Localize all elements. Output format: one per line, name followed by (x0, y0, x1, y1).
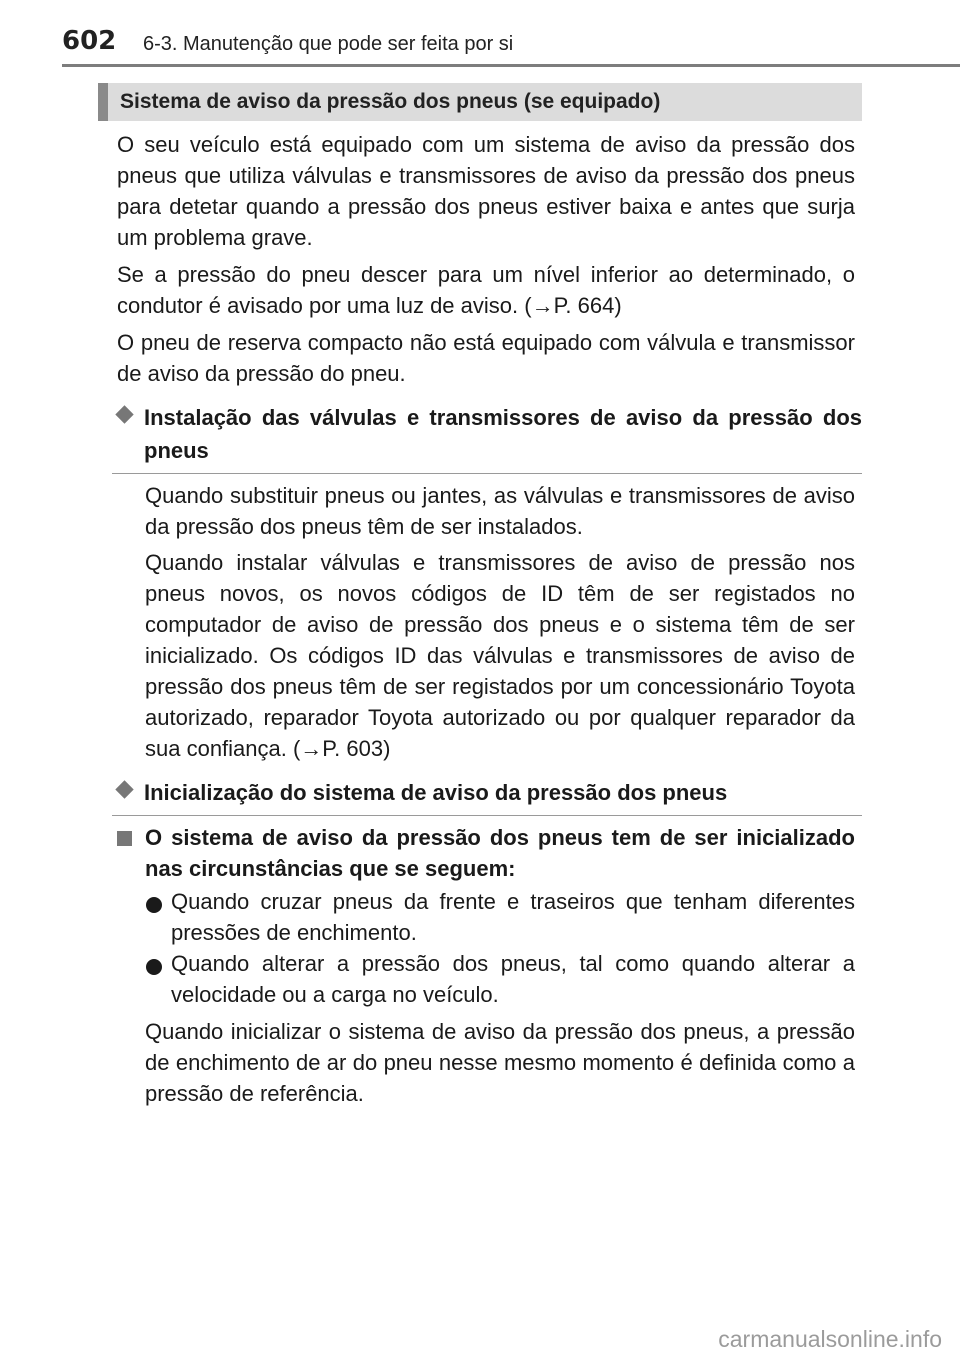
page-header (62, 24, 960, 67)
subsection-title: Inicialização do sistema de aviso da pressão dos pneus (144, 780, 728, 805)
diamond-icon (115, 405, 133, 423)
initialization-closing-paragraph: Quando inicializar o sistema de aviso da pressão dos pneus, a pressão de enchimento de ar do pneu nesse mesmo momento é definida como a pressão de referência. (145, 1019, 855, 1106)
bullet-item-1: Quando cruzar pneus da frente e traseiros que tenham diferentes pressões de enchimento. (171, 889, 855, 945)
square-bullet-icon (117, 831, 132, 846)
installation-paragraph-1: Quando substituir pneus ou jantes, as válvulas e transmissores de aviso da pressão dos pneus têm de ser instalados. (145, 483, 855, 539)
note-title: O sistema de aviso da pressão dos pneus tem de ser inicializado nas circunstâncias que se seguem: (145, 825, 855, 881)
intro-paragraph-2: Se a pressão do pneu descer para um nível inferior ao determinado, o condutor é avisado por uma luz de aviso. (→P. 664) (117, 262, 855, 318)
bullet-item-2: Quando alterar a pressão dos pneus, tal como quando alterar a velocidade ou a carga no veículo. (171, 951, 855, 1007)
watermark-text: carmanualsonline.info (718, 1326, 942, 1352)
section-title: Sistema de aviso da pressão dos pneus (se equipado) (120, 90, 661, 113)
section-title-bar (98, 83, 862, 121)
bullet-dot-icon (146, 897, 162, 913)
intro-paragraph-3: O pneu de reserva compacto não está equipado com válvula e transmissor de aviso da pressão do pneu. (117, 330, 855, 386)
installation-paragraph-2: Quando instalar válvulas e transmissores de aviso de pressão nos pneus novos, os novos códigos de ID têm de ser registados no computador de aviso de pressão dos pneus e o sistema têm de ser inicializado. Os códigos ID das válvulas e transmissores de aviso de pressão dos pneus têm de ser registados por um concessionário Toyota autorizado, reparador Toyota autorizado ou por qualquer reparador da sua confiança. (→P. 603) (145, 550, 855, 761)
diamond-icon (115, 780, 133, 798)
chapter-title: 6-3. Manutenção que pode ser feita por si (143, 33, 514, 55)
subsection-heading-installation (112, 401, 862, 474)
intro-paragraph-1: O seu veículo está equipado com um sistema de aviso da pressão dos pneus que utiliza válvulas e transmissores de aviso da pressão dos pneus para detetar quando a pressão dos pneus estiver baixa e antes que surja um problema grave. (117, 132, 855, 250)
subsection-heading-initialization (112, 776, 862, 816)
subsection-title: Instalação das válvulas e transmissores de aviso da pressão dos pneus (144, 405, 862, 463)
page-number: 602 (62, 26, 117, 56)
bullet-dot-icon (146, 959, 162, 975)
